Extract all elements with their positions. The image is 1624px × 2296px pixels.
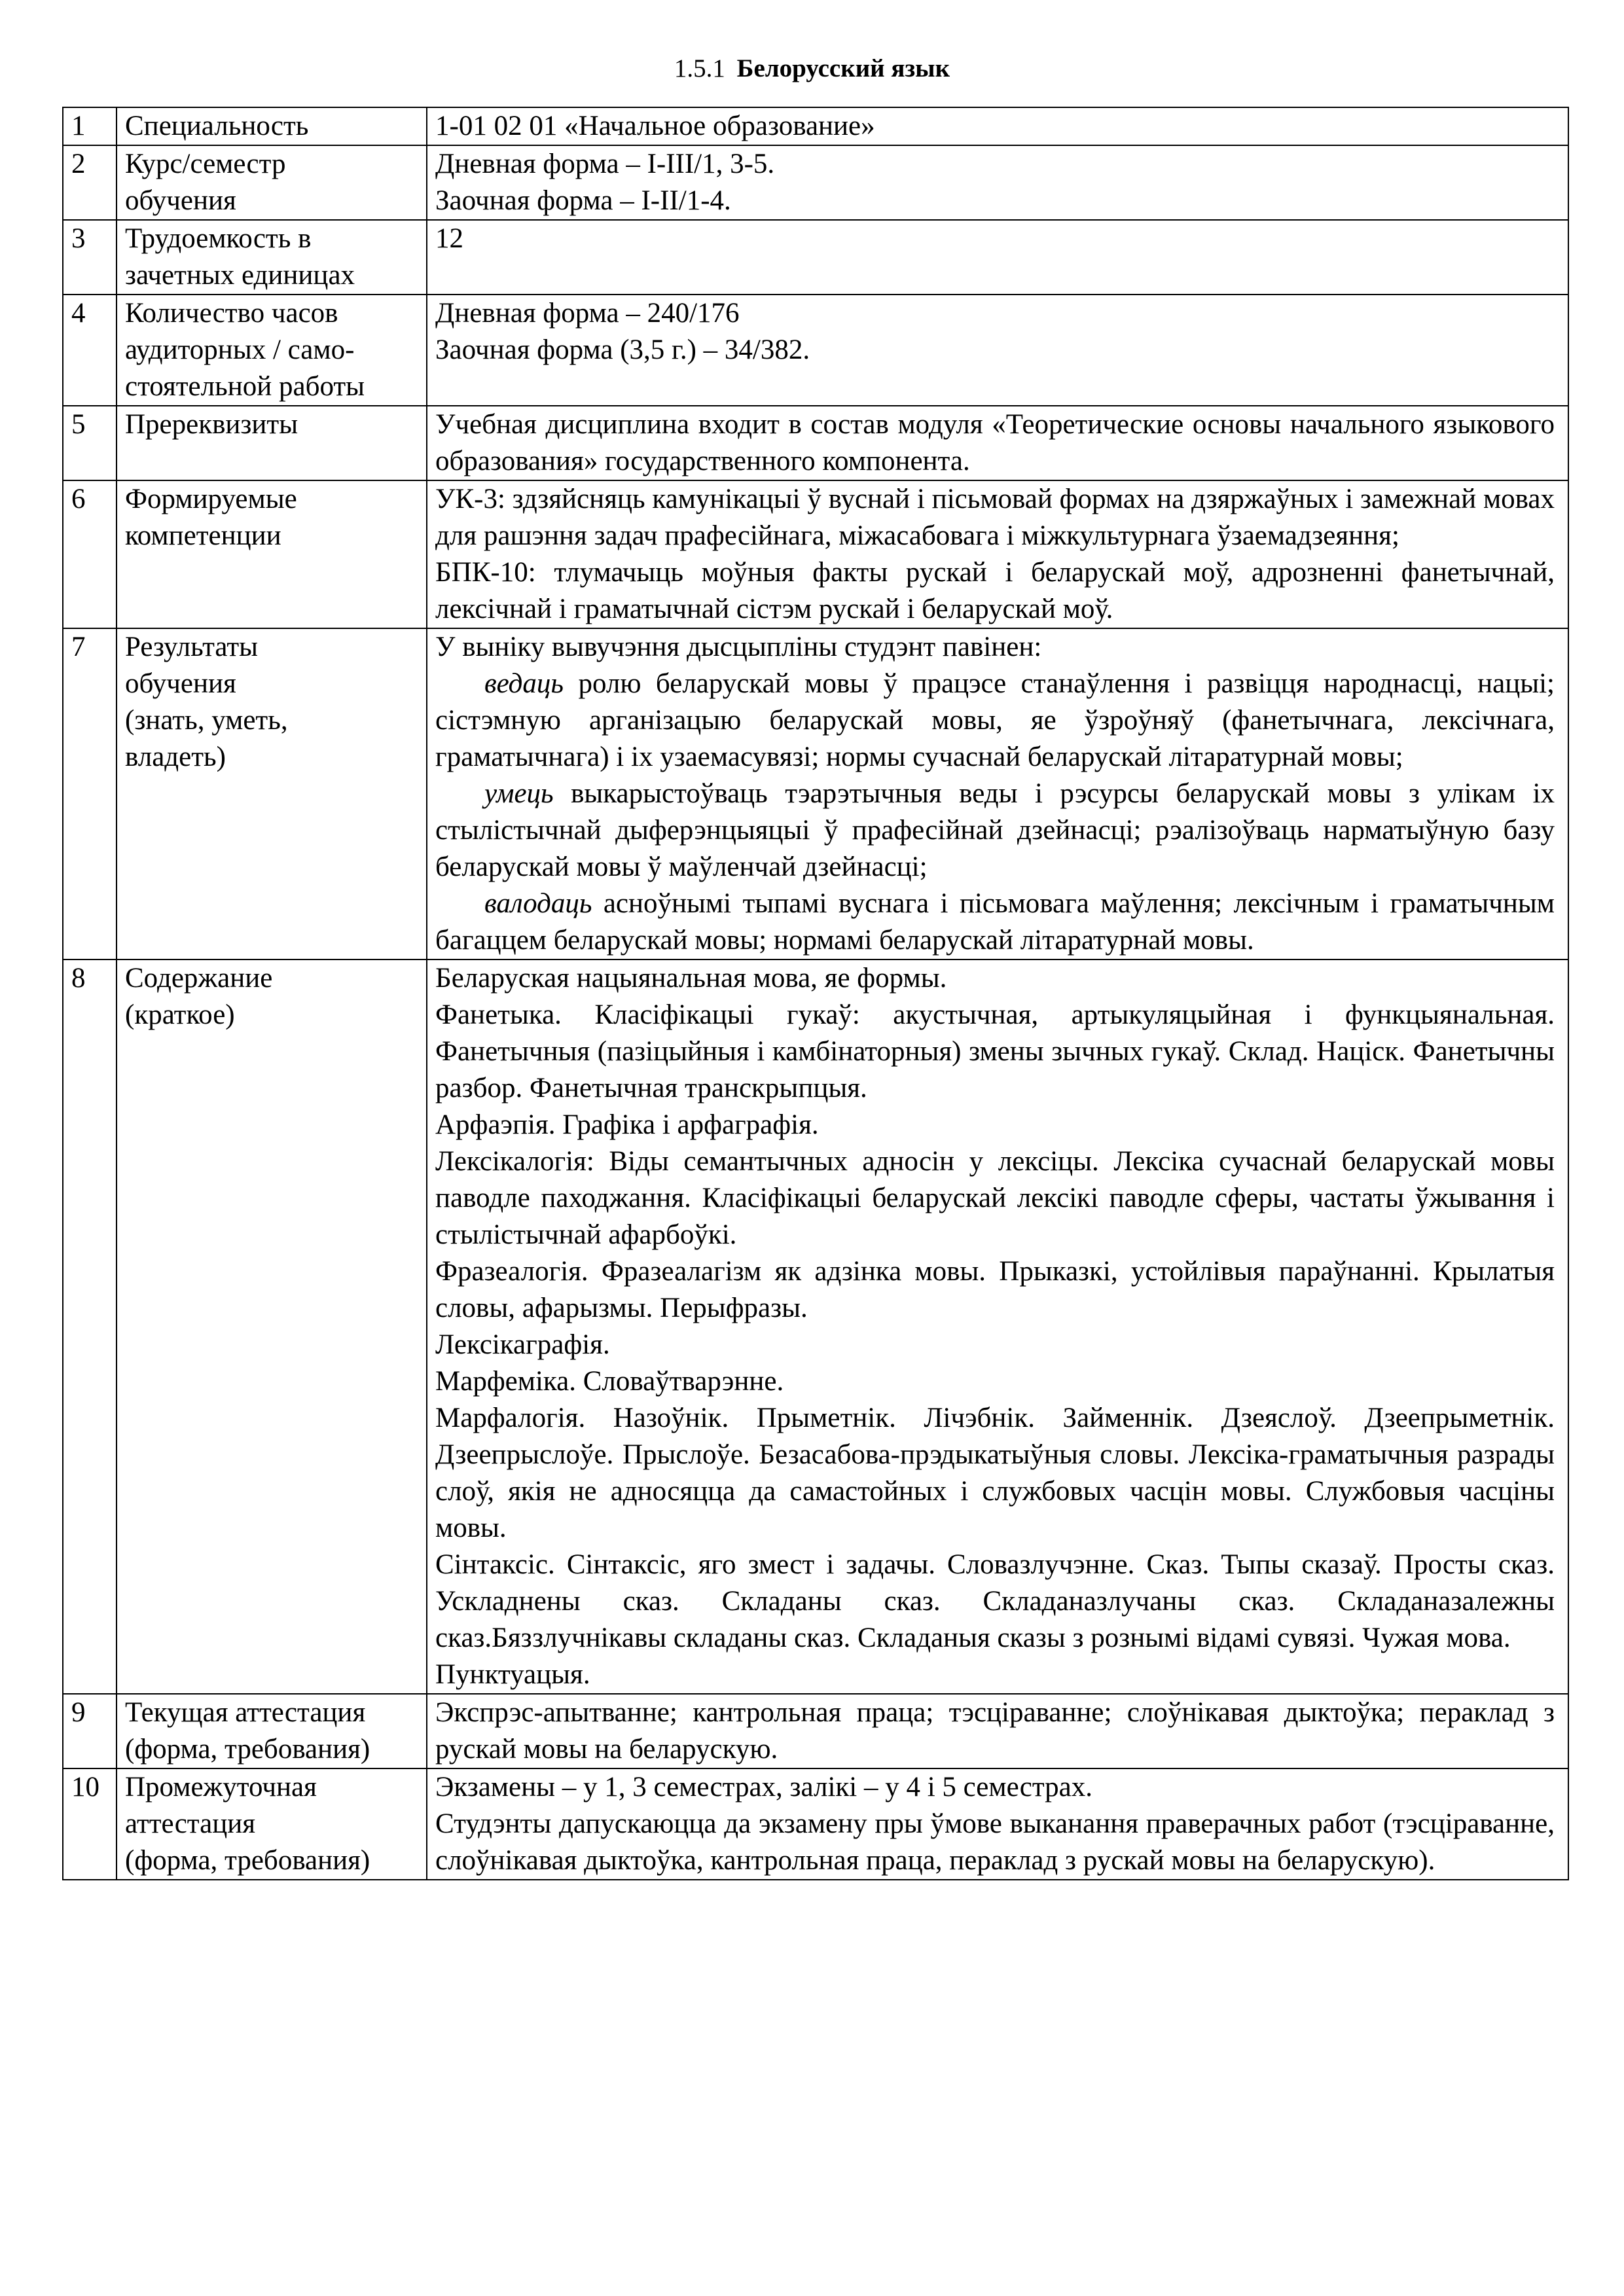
content-paragraph: Учебная дисциплина входит в состав модуля «Теоретические основы начального языкового образования» государственного компонента. — [435, 409, 1555, 476]
row-label — [117, 480, 427, 628]
content-paragraph: Беларуская нацыянальная мова, яе формы. — [435, 963, 947, 994]
label-line: Пререквизиты — [125, 409, 298, 440]
content-paragraph: Сінтаксіс. Сінтаксіс, яго змест і задачы. Словазлучэнне. Сказ. Тыпы сказаў. Просты сказ. Ускладнены сказ. Складаны сказ. Складаназлучаны сказ. Складаназалежны сказ.Бяззлучнікавы складаны сказ. Складаныя сказы з рознымі відамі сувязі. Чужая мова. — [435, 1549, 1555, 1653]
outcome-item — [435, 886, 1555, 959]
outcome-term: ведаць — [484, 668, 564, 699]
section-number: 1.5.1 — [674, 54, 725, 82]
table-row — [63, 1694, 1568, 1768]
content-paragraph: Экзамены – у 1, 3 семестрах, залікі – у 4 і 5 семестрах. — [435, 1772, 1092, 1803]
label-line: Содержание — [125, 963, 273, 994]
row-content — [427, 295, 1568, 406]
content-paragraph: Лексікаграфія. — [435, 1329, 610, 1360]
content-paragraph: Арфаэпія. Графіка і арфаграфія. — [435, 1109, 819, 1140]
table-row — [63, 628, 1568, 960]
label-line: обучения — [125, 668, 236, 699]
label-line: (знать, уметь, — [125, 705, 288, 736]
row-label — [117, 1768, 427, 1880]
label-line: зачетных единицах — [125, 260, 355, 291]
content-paragraph: Фанетыка. Класіфікацыі гукаў: акустычная, артыкуляцыйная і функцыянальная. Фанетычныя (пазіцыйныя і камбінаторныя) змены зычных гукаў. Склад. Націск. Фанетычны разбор. Фанетычная транскрыпцыя. — [435, 999, 1555, 1103]
row-label — [117, 145, 427, 220]
row-content — [427, 406, 1568, 480]
row-number: 2 — [63, 145, 117, 220]
label-line: Количество часов — [125, 298, 338, 329]
outcome-term: умець — [484, 778, 554, 809]
row-number: 10 — [63, 1768, 117, 1880]
row-label — [117, 960, 427, 1694]
label-line: (форма, требования) — [125, 1734, 370, 1765]
row-number: 5 — [63, 406, 117, 480]
label-line: Курс/семестр — [125, 149, 286, 179]
row-label — [117, 1694, 427, 1768]
row-content — [427, 1768, 1568, 1880]
content-paragraph: БПК-10: тлумачыць моўныя факты рускай і беларускай моў, адрозненні фанетычнай, лексічнай і граматычнай сістэм рускай і беларускай моў. — [435, 557, 1555, 624]
section-title: Белорусский язык — [736, 54, 950, 82]
label-line: Результаты — [125, 632, 259, 662]
outcome-text: асноўнымі тыпамі вуснага і пісьмовага маўлення; лексічным і граматычным багаццем беларускай мовы; нормамі беларускай літаратурнай мовы. — [435, 888, 1555, 956]
content-paragraph: У выніку вывучэння дысцыпліны студэнт павінен: — [435, 632, 1042, 662]
discipline-table — [62, 107, 1569, 1880]
row-number: 4 — [63, 295, 117, 406]
content-paragraph: 1-01 02 01 «Начальное образование» — [435, 111, 875, 141]
row-number: 8 — [63, 960, 117, 1694]
content-paragraph: Марфалогія. Назоўнік. Прыметнік. Лічэбнік. Займеннік. Дзеяслоў. Дзеепрыметнік. Дзеепрыслоўе. Прыслоўе. Безасабова-прэдыкатыўныя словы. Лексіка-граматычныя разрады слоў, якія не адносяцца да самастойных і службовых часцін мовы. Службовыя часціны мовы. — [435, 1403, 1555, 1543]
row-content — [427, 145, 1568, 220]
label-line: Формируемые — [125, 484, 297, 514]
table-row — [63, 295, 1568, 406]
label-line: компетенции — [125, 520, 281, 551]
table-row — [63, 107, 1568, 145]
label-line: Промежуточная — [125, 1772, 317, 1803]
label-line: владеть) — [125, 742, 226, 772]
content-paragraph: Марфеміка. Словаўтварэнне. — [435, 1366, 784, 1397]
row-number: 9 — [63, 1694, 117, 1768]
row-number: 3 — [63, 220, 117, 295]
table-row — [63, 145, 1568, 220]
content-paragraph: Лексікалогія: Віды семантычных адносін у лексіцы. Лексіка сучаснай беларускай мовы паводле паходжання. Класіфікацыі беларускай лексікі паводле сферы, частаты ўжывання і стылістычнай афарбоўкі. — [435, 1146, 1555, 1250]
page-heading — [0, 52, 1624, 85]
content-paragraph: УК-3: здзяйсняць камунікацыі ў вуснай і пісьмовай формах на дзяржаўных і замежнай мовах для рашэння задач прафесійнага, міжасабовага і міжкультурнага ўзаемадзеяння; — [435, 484, 1555, 551]
content-paragraph: Экспрэс-апытванне; кантрольная праца; тэсціраванне; слоўнікавая дыктоўка; пераклад з рускай мовы на беларускую. — [435, 1697, 1555, 1765]
row-content — [427, 628, 1568, 960]
row-number: 7 — [63, 628, 117, 960]
label-line: аттестация — [125, 1808, 256, 1839]
outcome-text: ролю беларускай мовы ў працэсе станаўлення і развіцця народнасці, нацыі; сістэмную арганізацыю беларускай мовы, яе ўзроўняў (фанетычнага, лексічнага, граматычнага) і іх узаемасувязі; нормы сучаснай беларускай літаратурнай мовы; — [435, 668, 1555, 772]
row-number: 6 — [63, 480, 117, 628]
row-content — [427, 1694, 1568, 1768]
outcome-item — [435, 666, 1555, 776]
row-label — [117, 406, 427, 480]
row-content — [427, 107, 1568, 145]
table-row — [63, 220, 1568, 295]
table-row — [63, 1768, 1568, 1880]
label-line: (краткое) — [125, 999, 235, 1030]
row-content — [427, 960, 1568, 1694]
row-content — [427, 220, 1568, 295]
row-label — [117, 107, 427, 145]
content-paragraph: Фразеалогія. Фразеалагізм як адзінка мовы. Прыказкі, устойлівыя параўнанні. Крылатыя словы, афарызмы. Перыфразы. — [435, 1256, 1555, 1323]
content-paragraph: Дневная форма – I-III/1, 3-5. — [435, 149, 775, 179]
table-row — [63, 406, 1568, 480]
content-paragraph: Дневная форма – 240/176 — [435, 298, 740, 329]
label-line: аудиторных / само- — [125, 334, 355, 365]
outcome-term: валодаць — [484, 888, 592, 919]
content-paragraph: Студэнты дапускаюцца да экзамену пры ўмове выканання праверачных работ (тэсціраванне, слоўнікавая дыктоўка, кантрольная праца, пераклад з рускай мовы на беларускую). — [435, 1808, 1555, 1876]
table-row — [63, 480, 1568, 628]
row-number: 1 — [63, 107, 117, 145]
label-line: обучения — [125, 185, 236, 216]
outcome-text: выкарыстоўваць тэарэтычныя веды і рэсурсы беларускай мовы з улікам іх стылістычнай дыферэнцыяцыі ў прафесійнай дзейнасці; рэалізоўваць нарматыўную базу беларускай мовы ў маўленчай дзейнасці; — [435, 778, 1555, 882]
label-line: стоятельной работы — [125, 371, 365, 402]
outcome-item — [435, 776, 1555, 886]
content-paragraph: Пунктуацыя. — [435, 1659, 590, 1690]
row-label — [117, 628, 427, 960]
label-line: Текущая аттестация — [125, 1697, 366, 1728]
row-content — [427, 480, 1568, 628]
label-line: Трудоемкость в — [125, 223, 312, 254]
row-label — [117, 220, 427, 295]
table-row — [63, 960, 1568, 1694]
content-paragraph: 12 — [435, 223, 463, 254]
row-label — [117, 295, 427, 406]
label-line: (форма, требования) — [125, 1845, 370, 1876]
content-paragraph: Заочная форма – I-II/1-4. — [435, 185, 731, 216]
label-line: Специальность — [125, 111, 309, 141]
content-paragraph: Заочная форма (3,5 г.) – 34/382. — [435, 334, 810, 365]
